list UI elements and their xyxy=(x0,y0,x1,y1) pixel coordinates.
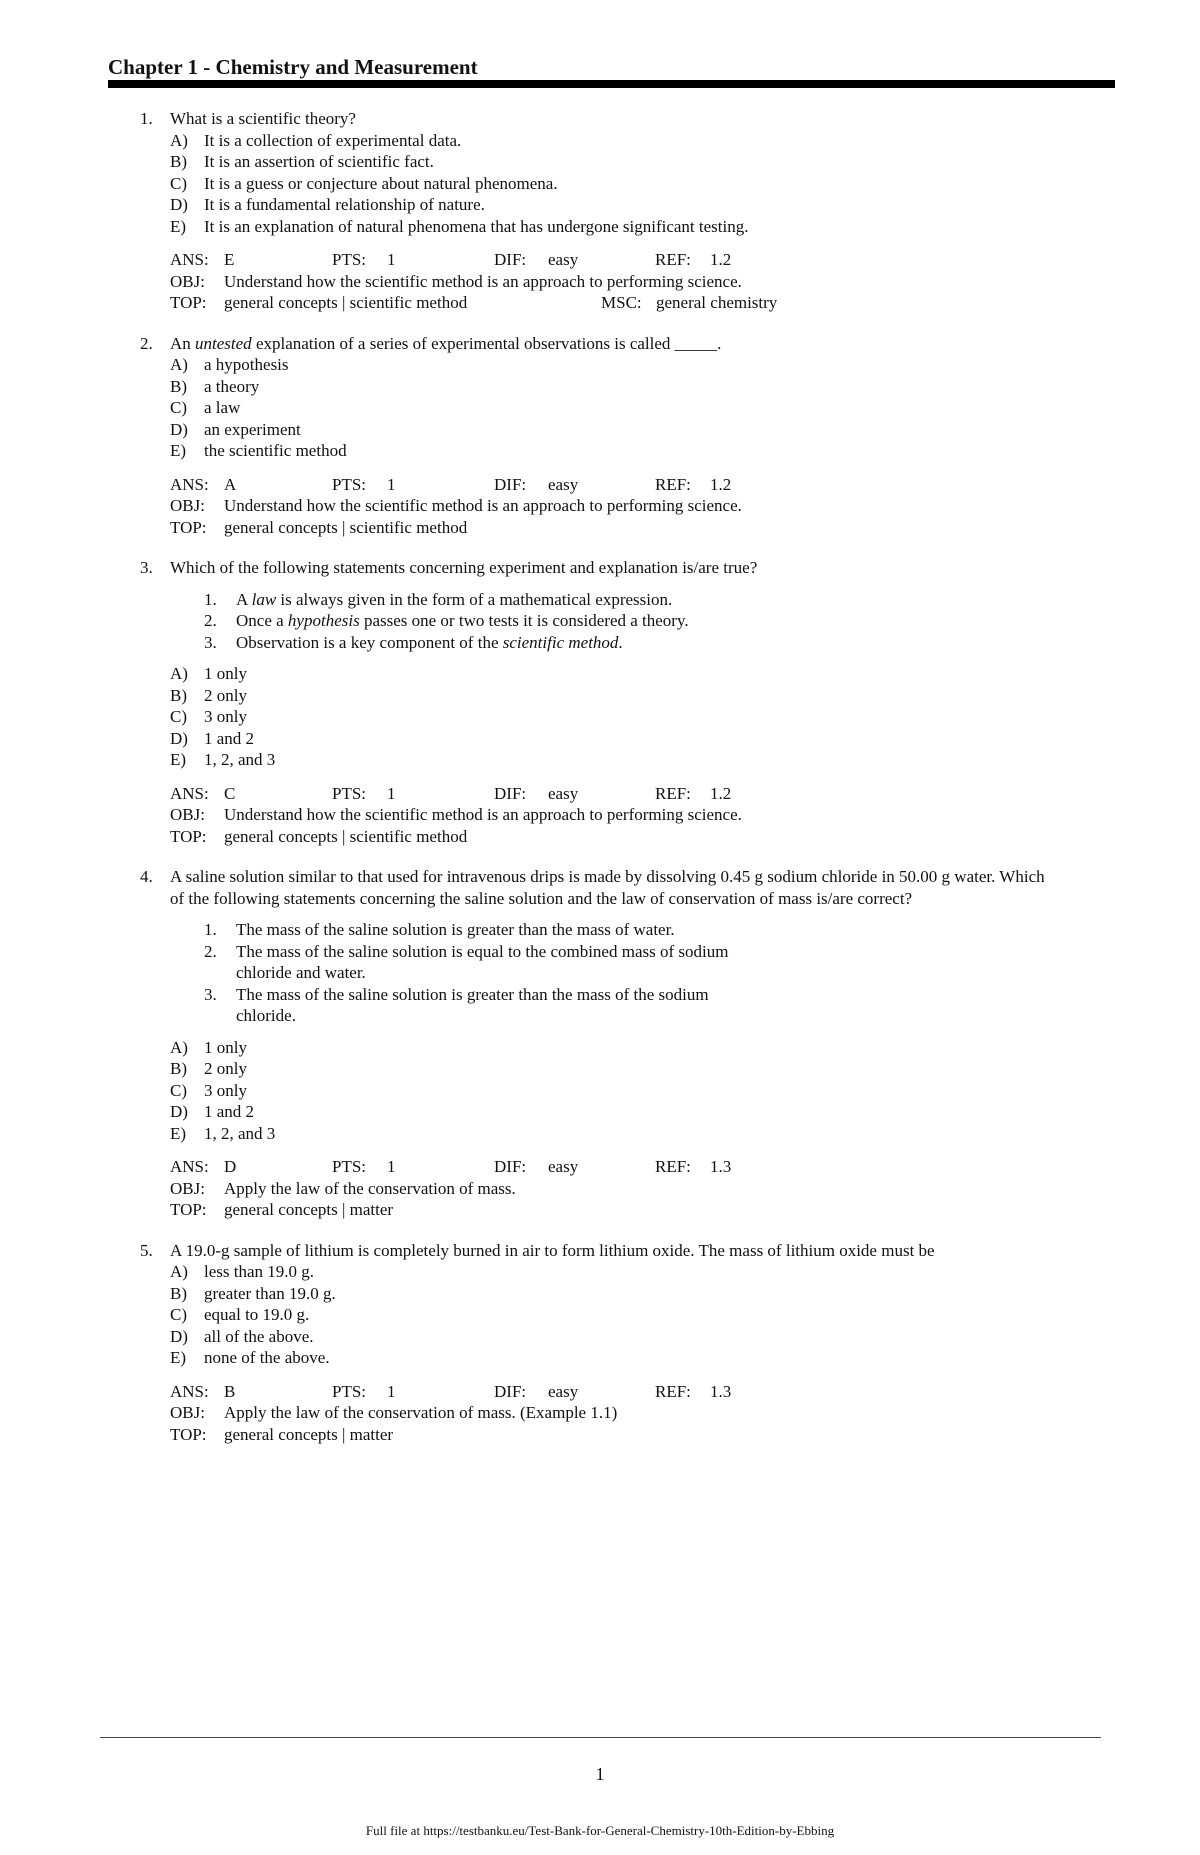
footer-link[interactable]: Full file at https://testbanku.eu/Test-Bank-for-General-Chemistry-10th-Edition-by-Ebbing xyxy=(365,1823,835,1838)
question-stem: An untested explanation of a series of experimental observations is called _____. xyxy=(170,333,722,353)
question-5 xyxy=(140,1240,1120,1446)
question-number: 3. xyxy=(140,558,153,577)
option-e: E) none of the above. xyxy=(170,1348,330,1367)
footer-rule xyxy=(100,1737,1101,1738)
option-a: A) 1 only xyxy=(170,1037,247,1057)
answer-value: A xyxy=(224,474,237,494)
option-e: E) It is an explanation of natural phenomena that has undergone significant testing. xyxy=(170,216,749,236)
answer-value: C xyxy=(224,783,236,803)
answer-options xyxy=(140,1037,1120,1145)
question-number: 2. xyxy=(140,333,153,353)
option-b: B) It is an assertion of scientific fact. xyxy=(170,152,434,171)
question-number: 4. xyxy=(140,867,153,886)
answer-metadata: ANS: E PTS: 1 DIF: easy REF: 1.2 OBJ: Understand how the scientific method is an approach to performing science. TOP: general concepts | scientific method MSC: general chemistry xyxy=(170,250,778,312)
topic-text: general concepts | scientific method xyxy=(224,293,468,312)
option-b: B) 2 only xyxy=(170,1059,247,1078)
question-number: 1. xyxy=(140,109,153,128)
question-2 xyxy=(140,333,1120,539)
question-stem: A 19.0-g sample of lithium is completely burned in air to form lithium oxide. The mass of lithium oxide must be xyxy=(170,1240,935,1260)
statement-list xyxy=(140,589,1120,654)
objective-text: Apply the law of the conservation of mass. (Example 1.1) xyxy=(224,1403,618,1422)
statement-list xyxy=(140,919,1120,1027)
option-b: B) 2 only xyxy=(170,685,247,705)
question-stem-line-2: of the following statements concerning the saline solution and the law of conservation of mass is/are correct? xyxy=(170,888,913,908)
question-stem: What is a scientific theory? xyxy=(170,109,356,128)
question-stem-line-1: A saline solution similar to that used for intravenous drips is made by dissolving 0.45 g sodium chloride in 50.00 g water. Which xyxy=(170,867,1045,886)
title-rule xyxy=(108,80,1115,88)
option-e: E) 1, 2, and 3 xyxy=(170,750,276,769)
topic-text: general concepts | matter xyxy=(224,1200,394,1219)
statement-1: 1. The mass of the saline solution is greater than the mass of water. xyxy=(204,920,675,939)
objective-text: Apply the law of the conservation of mass. xyxy=(224,1178,516,1198)
option-b: B) a theory xyxy=(170,376,260,396)
option-d: D) It is a fundamental relationship of nature. xyxy=(170,195,485,214)
question-number: 5. xyxy=(140,1240,153,1260)
answer-options xyxy=(140,663,1120,771)
question-3 xyxy=(140,557,1120,847)
answer-metadata: ANS: D PTS: 1 DIF: easy REF: 1.3 OBJ: Apply the law of the conservation of mass. TOP: general concepts | matter xyxy=(170,1157,732,1219)
option-b: B) greater than 19.0 g. xyxy=(170,1283,336,1303)
topic-text: general concepts | scientific method xyxy=(224,826,468,846)
option-a: A) 1 only xyxy=(170,664,247,683)
topic-text: general concepts | matter xyxy=(224,1424,394,1444)
statement-3: 3. Observation is a key component of the scientific method. xyxy=(204,632,623,652)
option-c: C) equal to 19.0 g. xyxy=(170,1305,310,1324)
option-a: A) It is a collection of experimental data. xyxy=(170,130,462,150)
answer-metadata: ANS: A PTS: 1 DIF: easy REF: 1.2 OBJ: Understand how the scientific method is an approach to performing science. TOP: general concepts | scientific method xyxy=(170,474,742,537)
question-1 xyxy=(140,108,1120,314)
option-d: D) an experiment xyxy=(170,419,301,439)
option-d: D) all of the above. xyxy=(170,1326,314,1346)
option-d: D) 1 and 2 xyxy=(170,1102,255,1121)
objective-text: Understand how the scientific method is an approach to performing science. xyxy=(224,805,742,824)
answer-metadata: ANS: B PTS: 1 DIF: easy REF: 1.3 OBJ: Apply the law of the conservation of mass. (Example 1.1) TOP: general concepts | matter xyxy=(170,1381,732,1444)
option-e: E) 1, 2, and 3 xyxy=(170,1123,276,1143)
option-e: E) the scientific method xyxy=(170,441,347,460)
page-number: 1 xyxy=(595,1764,605,1784)
option-c: C) a law xyxy=(170,398,241,417)
option-a: A) a hypothesis xyxy=(170,355,289,374)
answer-value: D xyxy=(224,1157,237,1176)
objective-text: Understand how the scientific method is an approach to performing science. xyxy=(224,496,742,515)
statement-3: 3. The mass of the saline solution is greater than the mass of the sodium chloride. xyxy=(204,984,709,1025)
option-c: C) 3 only xyxy=(170,707,247,726)
answer-options xyxy=(140,130,1120,238)
option-d: D) 1 and 2 xyxy=(170,728,255,748)
question-stem: Which of the following statements concerning experiment and explanation is/are true? xyxy=(170,558,758,577)
topic-text: general concepts | scientific method xyxy=(224,517,468,537)
statement-2: 2. The mass of the saline solution is equal to the combined mass of sodium chloride and water. xyxy=(204,941,729,982)
answer-options xyxy=(140,354,1120,462)
answer-metadata: ANS: C PTS: 1 DIF: easy REF: 1.2 OBJ: Understand how the scientific method is an approach to performing science. TOP: general concepts | scientific method xyxy=(170,783,742,846)
answer-value: E xyxy=(224,250,235,269)
statement-2: 2. Once a hypothesis passes one or two tests it is considered a theory. xyxy=(204,611,689,630)
question-4 xyxy=(140,866,1120,1221)
msc-text: general chemistry xyxy=(656,293,778,312)
objective-text: Understand how the scientific method is an approach to performing science. xyxy=(224,271,742,291)
option-a: A) less than 19.0 g. xyxy=(170,1262,315,1281)
statement-1: 1. A law is always given in the form of a mathematical expression. xyxy=(204,589,673,609)
answer-options xyxy=(140,1261,1120,1369)
option-c: C) It is a guess or conjecture about natural phenomena. xyxy=(170,173,558,193)
chapter-title: Chapter 1 - Chemistry and Measurement xyxy=(108,55,478,79)
option-c: C) 3 only xyxy=(170,1080,247,1100)
answer-value: B xyxy=(224,1381,236,1401)
question-list xyxy=(140,108,1120,1464)
